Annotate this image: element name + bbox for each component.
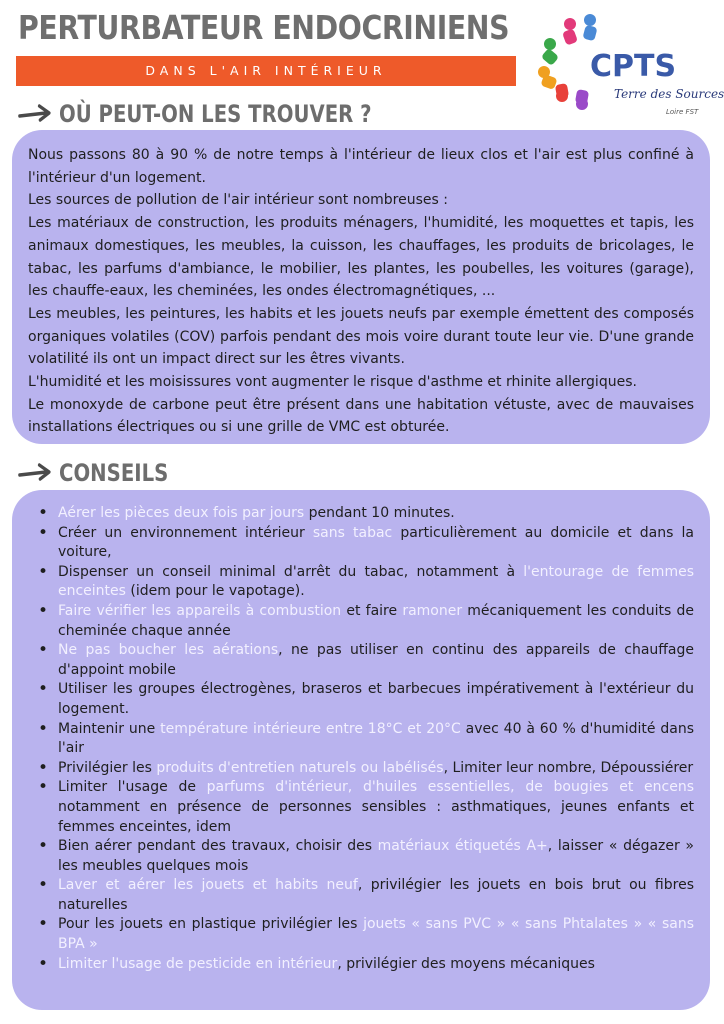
advice-item: • Bien aérer pendant des travaux, choisir des matériaux étiquetés A+, laisser « dégazer » les meubles quelques mois [38, 837, 694, 876]
advice-item: • Faire vérifier les appareils à combustion et faire ramoner mécaniquement les conduits de cheminée chaque année [38, 602, 694, 641]
where-paragraph-1: Nous passons 80 à 90 % de notre temps à l'intérieur de lieux clos et l'air est plus confiné à l'intérieur d'un logement. [28, 147, 694, 186]
subtitle-banner: DANS L'AIR INTÉRIEUR [16, 56, 516, 86]
logo-graphic [530, 10, 724, 120]
where-sources-list: Les matériaux de construction, les produits ménagers, l'humidité, les moquettes et tapis, les animaux domestiques, les meubles, la cuisson, les chauffages, les produits de bricolages, le tabac, les parfums d'ambiance, le mobilier, les plantes, les poubelles, les voitures (garage), les chauffe-eaux, les cheminées, les ondes électromagnétiques, ... [28, 215, 694, 300]
advice-list [28, 504, 694, 974]
advice-item: • Dispenser un conseil minimal d'arrêt du tabac, notamment à l'entourage de femmes enceintes (idem pour le vapotage). [38, 563, 694, 602]
logo-name: CPTS [590, 49, 677, 84]
advice-item: • Ne pas boucher les aérations, ne pas utiliser en continu des appareils de chauffage d'appoint mobile [38, 641, 694, 680]
advice-item: • Aérer les pièces deux fois par jours pendant 10 minutes. [38, 504, 694, 524]
advice-item: • Laver et aérer les jouets et habits neuf, privilégier les jouets en bois brut ou fibres naturelles [38, 876, 694, 915]
advice-item: • Utiliser les groupes électrogènes, braseros et barbecues impérativement à l'extérieur du logement. [38, 680, 694, 719]
page-title: PERTURBATEUR ENDOCRINIENS [18, 8, 510, 47]
where-paragraph-5: L'humidité et les moisissures vont augmenter le risque d'asthme et rhinite allergiques. [28, 374, 637, 391]
where-paragraph-4: Les meubles, les peintures, les habits et les jouets neufs par exemple émettent des composés organiques volatiles (COV) parfois pendant des mois voire durant toute leur vie. D'une grande volatilité ils ont un impact direct sur les êtres vivants. [28, 305, 694, 368]
advice-box [12, 490, 710, 1010]
arrow-right-icon [18, 100, 52, 128]
advice-item: • Créer un environnement intérieur sans tabac particulièrement au domicile et dans la voiture, [38, 524, 694, 563]
logo-tagline: Terre des Sources [614, 87, 724, 101]
advice-item: • Privilégier les produits d'entretien naturels ou labélisés, Limiter leur nombre, Dépoussiérer [38, 759, 694, 779]
where-paragraph-2: Les sources de pollution de l'air intérieur sont nombreuses : [28, 192, 448, 209]
section-heading-advice-label: CONSEILS [59, 459, 169, 487]
section-heading-where-label: OÙ PEUT-ON LES TROUVER ? [59, 100, 372, 128]
logo-sub: Loire FST [666, 108, 699, 116]
where-paragraph-6: Le monoxyde de carbone peut être présent dans une habitation vétuste, avec de mauvaises installations électriques ou si une grille de VMC est obturée. [28, 396, 694, 436]
advice-item: • Limiter l'usage de pesticide en intérieur, privilégier des moyens mécaniques [38, 955, 694, 975]
arrow-right-icon [18, 459, 52, 487]
section-heading-advice [18, 459, 168, 487]
cpts-logo [530, 10, 724, 120]
section-heading-where [18, 100, 372, 128]
advice-item: • Pour les jouets en plastique privilégier les jouets « sans PVC » « sans Phtalates » « sans BPA » [38, 915, 694, 954]
advice-item: • Limiter l'usage de parfums d'intérieur, d'huiles essentielles, de bougies et encens notamment en présence de personnes sensibles : asthmatiques, jeunes enfants et femmes enceintes, idem [38, 778, 694, 837]
where-box [12, 130, 710, 444]
advice-item: • Maintenir une température intérieure entre 18°C et 20°C avec 40 à 60 % d'humidité dans l'air [38, 720, 694, 759]
